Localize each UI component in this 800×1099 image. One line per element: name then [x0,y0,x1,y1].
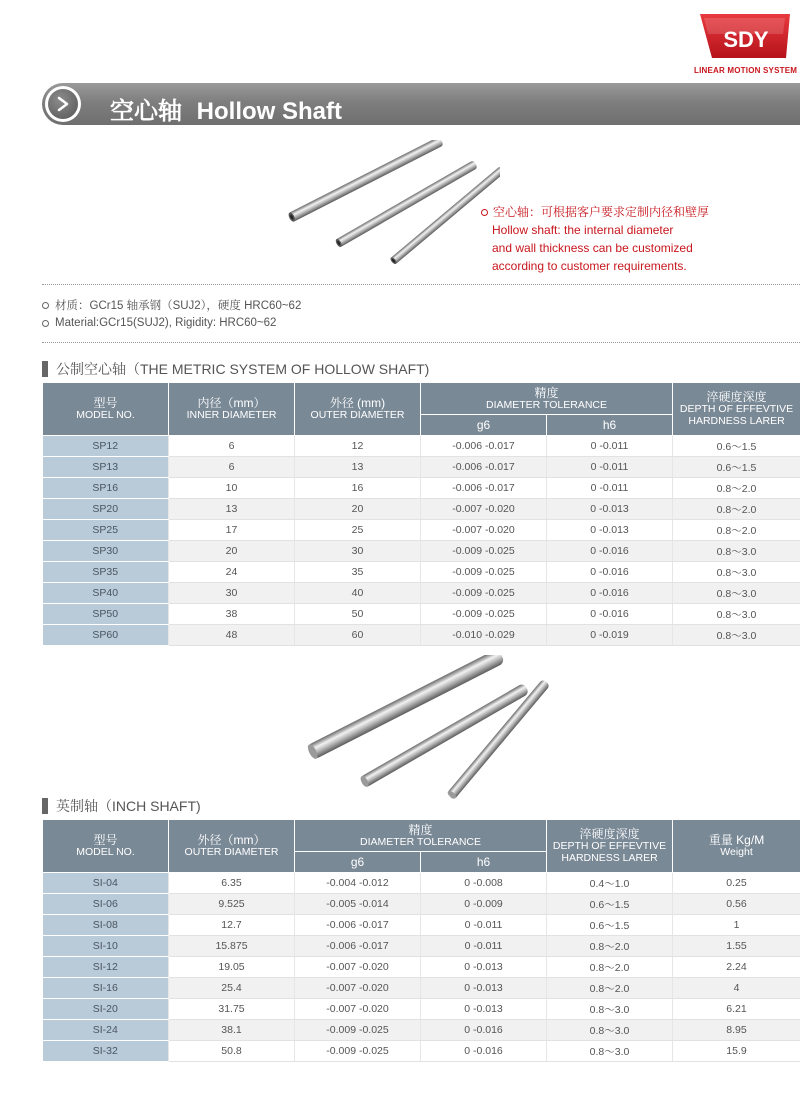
table-cell: 0 -0.016 [421,1020,547,1041]
table-cell: 30 [295,541,421,562]
metric-body [43,436,800,646]
table-cell: 0.8～2.0 [673,499,800,520]
page-title [110,91,342,126]
model-cell: SI-32 [43,1041,169,1062]
table-cell: 38 [169,604,295,625]
col-g6: g6 [421,415,547,436]
table-cell: 4 [673,978,800,999]
material-cn: 材质：GCr15 轴承钢（SUJ2），硬度 HRC60~62 [42,297,301,313]
col-weight: 重量 Kg/M Weight [673,820,800,873]
table-cell: 0 -0.008 [421,873,547,894]
col-h6: h6 [547,415,673,436]
table-cell: 0 -0.016 [421,1041,547,1062]
inch-shaft-image [300,655,550,805]
table-cell: 0 -0.013 [421,978,547,999]
table-cell: -0.009 -0.025 [295,1020,421,1041]
table-cell: -0.007 -0.020 [421,499,547,520]
table-cell: 0 -0.016 [547,541,673,562]
table-cell: 0.6～1.5 [673,436,800,457]
table-cell: 6 [169,436,295,457]
table-cell: 0 -0.016 [547,562,673,583]
title-en: Hollow Shaft [196,98,342,125]
inch-table [42,819,800,1062]
table-cell: 0.8～2.0 [547,957,673,978]
table-cell: -0.006 -0.017 [421,478,547,499]
table-cell: 0.8～3.0 [673,541,800,562]
col-outer: 外径（mm） OUTER DIAMETER [169,820,295,873]
table-cell: 0 -0.016 [547,604,673,625]
table-cell: 15.9 [673,1041,800,1062]
table-row [43,457,800,478]
bullet-icon [481,209,488,216]
model-cell: SP50 [43,604,169,625]
table-row [43,625,800,646]
arrow-icon [45,86,81,122]
table-cell: -0.007 -0.020 [295,978,421,999]
table-cell: 9.525 [169,894,295,915]
table-cell: 6 [169,457,295,478]
table-cell: 8.95 [673,1020,800,1041]
table-row [43,583,800,604]
model-cell: SI-10 [43,936,169,957]
table-cell: 0 -0.013 [547,520,673,541]
table-cell: -0.009 -0.025 [421,562,547,583]
table-cell: 0.8～3.0 [673,583,800,604]
divider [42,284,800,285]
table-row [43,604,800,625]
table-row [43,1041,800,1062]
callout-text [481,203,781,275]
table-cell: 12.7 [169,915,295,936]
col-depth: 淬硬度深度 DEPTH OF EFFEVTIVE HARDNESS LARER [547,820,673,873]
table-cell: 0.8～3.0 [673,625,800,646]
table-cell: 50 [295,604,421,625]
callout-en-1: Hollow shaft: the internal diameter [492,223,674,237]
table-cell: 31.75 [169,999,295,1020]
col-outer: 外径 (mm) OUTER DIAMETER [295,383,421,436]
table-cell: 0.8～3.0 [673,562,800,583]
table-cell: 0.8～3.0 [547,1041,673,1062]
bullet-icon [42,320,49,327]
table-cell: 6.35 [169,873,295,894]
table-cell: 60 [295,625,421,646]
table-cell: -0.006 -0.017 [421,457,547,478]
table-row [43,894,800,915]
table-cell: 40 [295,583,421,604]
table-cell: -0.007 -0.020 [295,999,421,1020]
model-cell: SI-24 [43,1020,169,1041]
table-cell: 0.6～1.5 [673,457,800,478]
table-row [43,978,800,999]
callout-en-3: according to customer requirements. [492,259,687,273]
table-row [43,436,800,457]
table-cell: 0 -0.009 [421,894,547,915]
inch-body [43,873,800,1062]
table-cell: 24 [169,562,295,583]
table-cell: -0.009 -0.025 [421,583,547,604]
brand-tagline: LINEAR MOTION SYSTEM [694,66,798,75]
table-cell: 0.6～1.5 [547,915,673,936]
table-cell: 1.55 [673,936,800,957]
col-inner: 内径（mm） INNER DIAMETER [169,383,295,436]
table-row [43,478,800,499]
model-cell: SI-16 [43,978,169,999]
model-cell: SP20 [43,499,169,520]
col-depth: 淬硬度深度 DEPTH OF EFFEVTIVE HARDNESS LARER [673,383,800,436]
model-cell: SP13 [43,457,169,478]
table-cell: 0.8～3.0 [547,1020,673,1041]
table-cell: 10 [169,478,295,499]
table-cell: 0.8～3.0 [547,999,673,1020]
table-cell: 0.4～1.0 [547,873,673,894]
table-cell: -0.009 -0.025 [295,1041,421,1062]
table-cell: 0 -0.011 [421,915,547,936]
col-model: 型号 MODEL NO. [43,820,169,873]
table-cell: 0 -0.011 [421,936,547,957]
table-cell: 0 -0.011 [547,478,673,499]
title-cn: 空心轴 [110,98,182,125]
table-row [43,957,800,978]
table-cell: 25.4 [169,978,295,999]
model-cell: SP25 [43,520,169,541]
model-cell: SI-06 [43,894,169,915]
table-row [43,541,800,562]
table-cell: 0 -0.013 [421,957,547,978]
material-en: Material:GCr15(SUJ2), Rigidity: HRC60~62 [42,317,276,329]
col-model: 型号 MODEL NO. [43,383,169,436]
table-cell: 20 [295,499,421,520]
table-cell: 2.24 [673,957,800,978]
table-cell: 12 [295,436,421,457]
table-cell: 30 [169,583,295,604]
hollow-shaft-image [280,140,500,270]
model-cell: SP40 [43,583,169,604]
table-cell: -0.006 -0.017 [295,915,421,936]
table-row [43,1020,800,1041]
table-row [43,562,800,583]
callout-en-2: and wall thickness can be customized [492,241,693,255]
table-cell: 0.56 [673,894,800,915]
metric-table [42,382,800,646]
table-row [43,915,800,936]
table-cell: 0 -0.013 [421,999,547,1020]
table-cell: 15.875 [169,936,295,957]
col-tolerance: 精度 DIAMETER TOLERANCE [295,820,547,852]
table-cell: 16 [295,478,421,499]
table-row [43,999,800,1020]
model-cell: SI-08 [43,915,169,936]
table-cell: -0.005 -0.014 [295,894,421,915]
table-cell: -0.009 -0.025 [421,604,547,625]
table-cell: 0 -0.011 [547,457,673,478]
table-cell: -0.006 -0.017 [421,436,547,457]
table-cell: 6.21 [673,999,800,1020]
table-cell: -0.007 -0.020 [295,957,421,978]
model-cell: SP12 [43,436,169,457]
table-cell: 0.8～2.0 [673,520,800,541]
table-cell: -0.009 -0.025 [421,541,547,562]
model-cell: SP60 [43,625,169,646]
divider [42,342,800,343]
table-row [43,873,800,894]
table-cell: 50.8 [169,1041,295,1062]
table-cell: 38.1 [169,1020,295,1041]
table-cell: 0.6～1.5 [547,894,673,915]
metric-heading: 公制空心轴（THE METRIC SYSTEM OF HOLLOW SHAFT) [42,359,429,379]
table-cell: -0.004 -0.012 [295,873,421,894]
model-cell: SP35 [43,562,169,583]
table-cell: 1 [673,915,800,936]
table-cell: 0 -0.011 [547,436,673,457]
table-cell: 17 [169,520,295,541]
table-row [43,520,800,541]
table-cell: -0.010 -0.029 [421,625,547,646]
model-cell: SI-12 [43,957,169,978]
section-marker [42,798,48,814]
svg-text:SDY: SDY [723,27,769,52]
table-cell: 35 [295,562,421,583]
model-cell: SI-20 [43,999,169,1020]
table-cell: 0.25 [673,873,800,894]
model-cell: SP30 [43,541,169,562]
table-cell: 0.8～2.0 [547,936,673,957]
table-cell: -0.007 -0.020 [421,520,547,541]
table-cell: 25 [295,520,421,541]
model-cell: SP16 [43,478,169,499]
inch-heading: 英制轴（INCH SHAFT) [42,796,201,816]
table-cell: 0.8～2.0 [547,978,673,999]
table-cell: 20 [169,541,295,562]
table-cell: 0 -0.016 [547,583,673,604]
bullet-icon [42,302,49,309]
model-cell: SI-04 [43,873,169,894]
table-cell: 0.8～3.0 [673,604,800,625]
col-tolerance: 精度 DIAMETER TOLERANCE [421,383,673,415]
table-row [43,499,800,520]
section-marker [42,361,48,377]
table-cell: 0.8～2.0 [673,478,800,499]
table-row [43,936,800,957]
table-cell: 48 [169,625,295,646]
table-cell: 13 [295,457,421,478]
table-cell: 19.05 [169,957,295,978]
table-cell: 0 -0.013 [547,499,673,520]
col-g6: g6 [295,852,421,873]
table-cell: 13 [169,499,295,520]
table-cell: 0 -0.019 [547,625,673,646]
col-h6: h6 [421,852,547,873]
table-cell: -0.006 -0.017 [295,936,421,957]
callout-cn: 空心轴：可根据客户要求定制内径和壁厚 [493,205,710,219]
